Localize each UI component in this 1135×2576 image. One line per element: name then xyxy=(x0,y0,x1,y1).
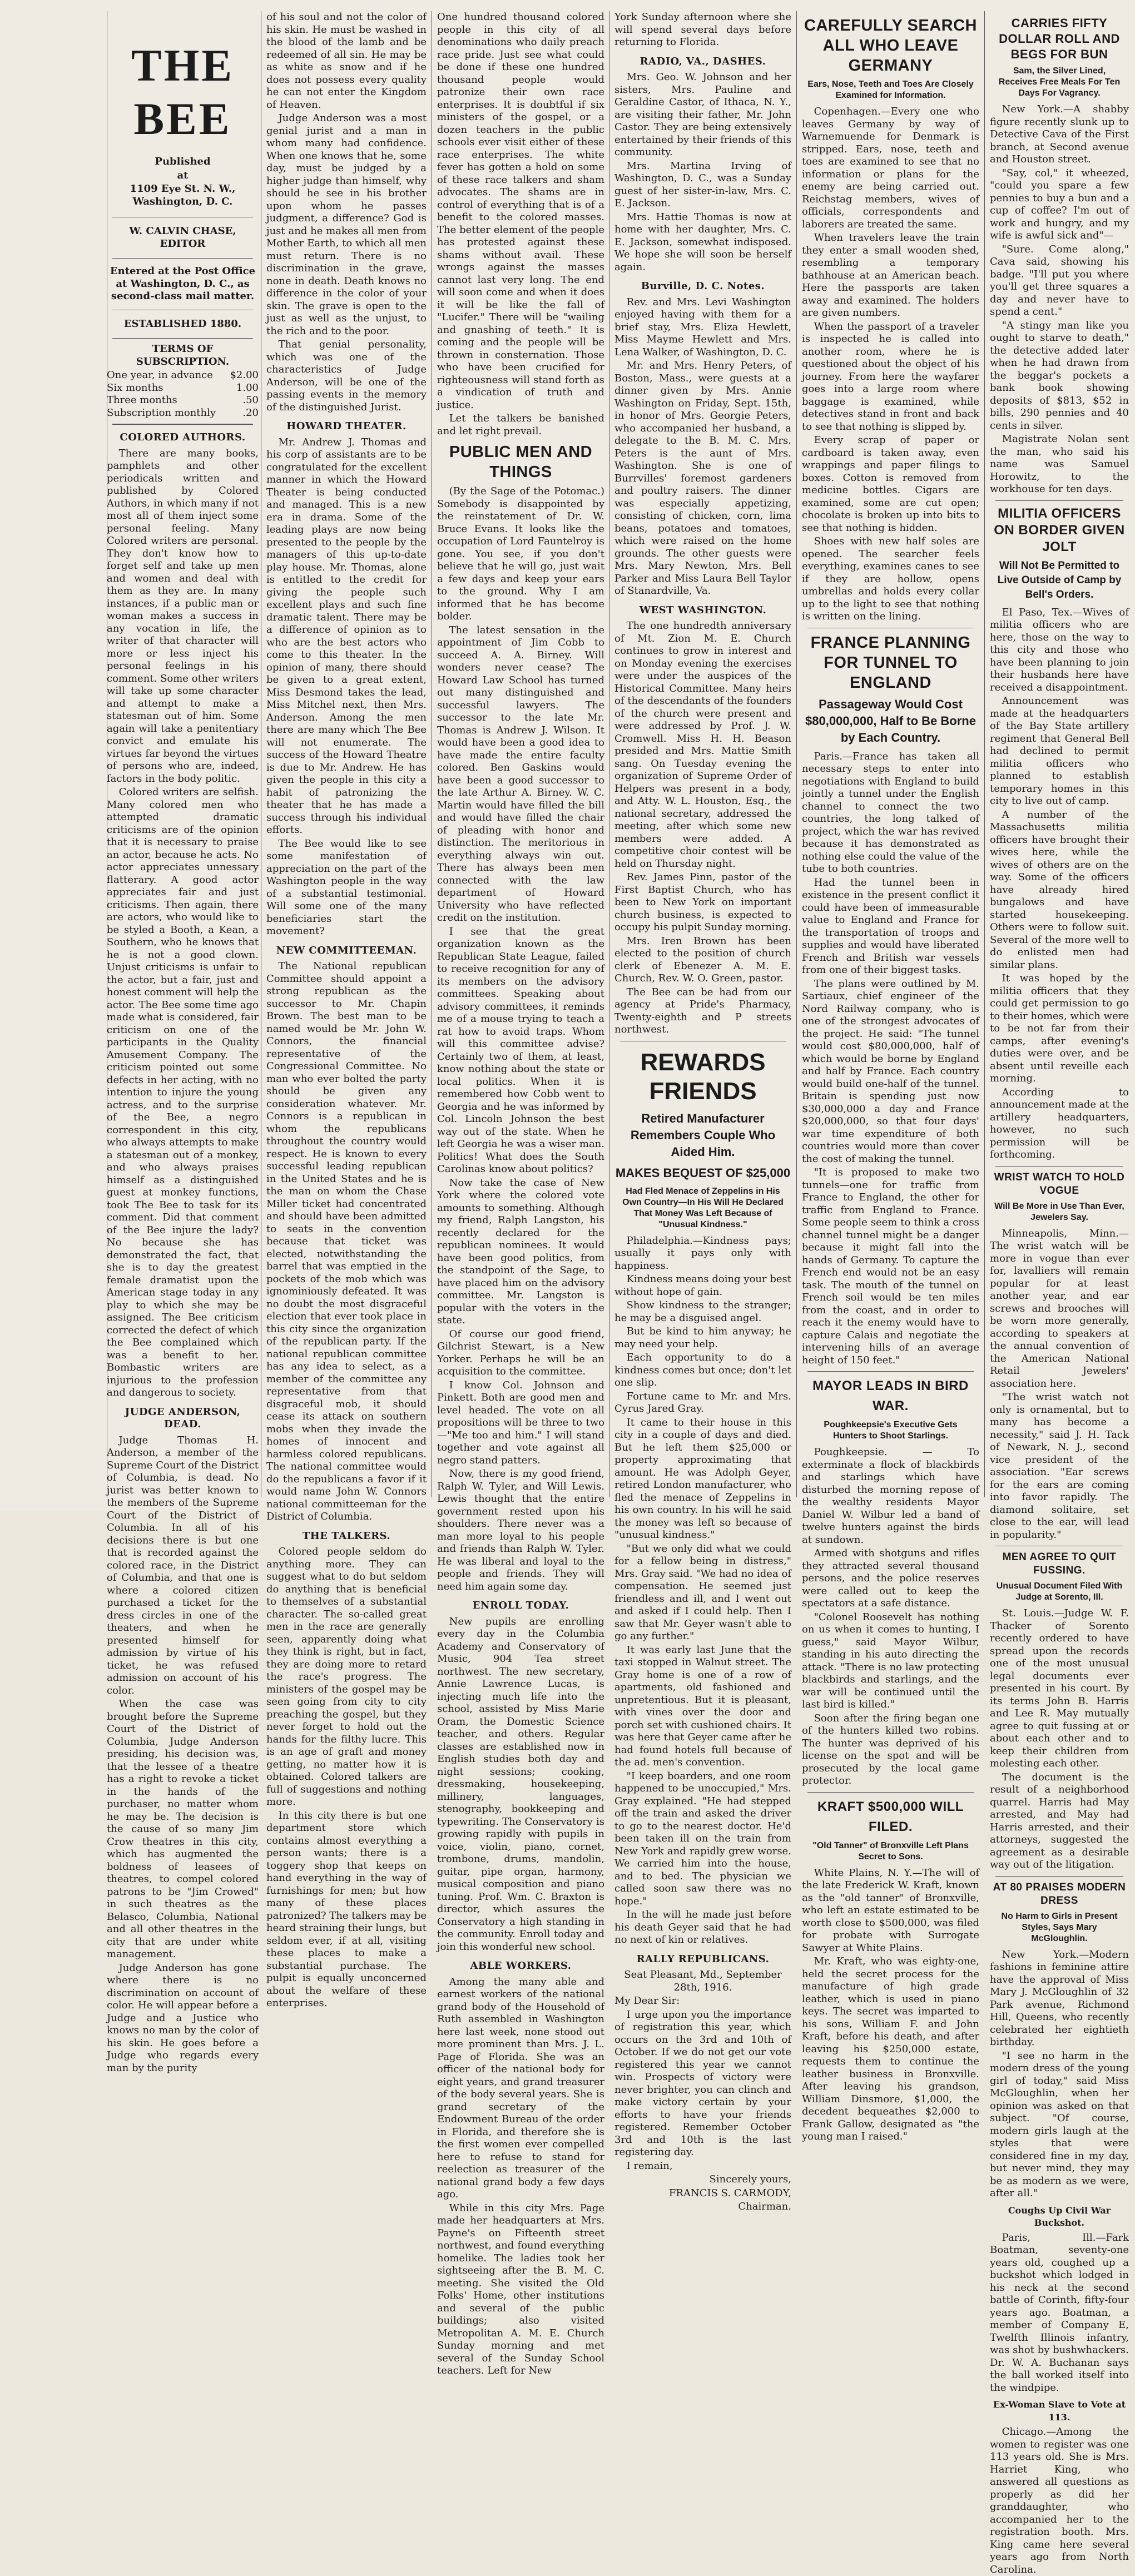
militia-deck: Will Not Be Permitted to Live Outside of Camp by Bell's Orders. xyxy=(997,559,1122,600)
rally-republicans-body xyxy=(614,2009,791,2159)
paragraph: New pupils are enrolling every day in the Columbia Academy and Conservatory of Music, 904 Tea street northwest. The new secretary, Annie Lawrence Lucas, is injecting much life into the school, assisted by Miss Marie Oram, the Domestic Science teacher, and others. Regular classes are established now in English studies both day and night sessions; cooking, dressmaking, housekeeping, millinery, languages, stenography, bookkeeping and typewriting. The Conservatory is growing rapidly with pupils in voice, violin, piano, cornet, trombone, drums, mandolin, guitar, pipe organ, harmony, musical composition and piano tuning. Prof. Wm. C. Braxton is director, which assures the Conservatory a high standing in the community. Enroll today and join this wonderful new school. xyxy=(437,1615,604,1953)
divider xyxy=(995,500,1123,501)
paragraph: Paris.—France has taken all necessary steps to enter into negotiations with England to build jointly a tunnel under the English channel to connect the two countries, the long talked of project, which the war has revived because it has demonstrated as nothing else could the value of the tube to both countries. xyxy=(802,750,979,875)
france-tunnel-heading: FRANCE PLANNING FOR TUNNEL TO ENGLAND xyxy=(810,633,971,692)
paragraph: Shoes with new half soles are opened. The searcher feels everything, examines canes to see if they are hollow, opens umbrellas and holds every collar up to the light to see that nothing is written on the lining. xyxy=(802,535,979,622)
germany-heading: CAREFULLY SEARCH ALL WHO LEAVE GERMANY xyxy=(804,17,977,75)
paragraph: Kindness means doing your best without hope of gain. xyxy=(614,1273,791,1298)
paragraph: The Bee can be had from our agency at Pride's Pharmacy, Twenty-eighth and P streets northwest. xyxy=(614,986,791,1035)
column-2 xyxy=(263,11,430,2009)
paragraph: It was hoped by the militia officers that they could get permission to go to their homes, which were to be not far from their camps, after evening's duties were over, and be absent until reveille each morning. xyxy=(990,972,1129,1084)
paragraph: Every scrap of paper or cardboard is taken away, even wrappings and paper filings to boxes. Cotton is removed from medicine bottles. Cigars are examined, some are cut open; chocolate is broken up into bits to see that nothing is hidden. xyxy=(802,434,979,534)
masthead-established: ESTABLISHED 1880. xyxy=(123,317,242,330)
burville-body xyxy=(614,296,791,598)
rally-place: Seat Pleasant, Md., September 28th, 1916. xyxy=(624,1969,782,1993)
column-6 xyxy=(987,11,1132,2575)
masthead-editor: W. CALVIN CHASE, EDITOR xyxy=(129,225,236,250)
paragraph: "I see no harm in the modern dress of the young girl of today," said Miss McGloughlin, when her opinion was asked on that subject. "Of course, modern girls laugh at the styles that were considered fine in my day, but never mind, they may be as modern as we were, after all." xyxy=(990,2049,1129,2199)
slave-vote-body xyxy=(990,2426,1129,2576)
paragraph: of his soul and not the color of his skin. He must be washed in the blood of the lamb and be redeemed of all sin. He may be as white as snow and if he does not possess every quality he can not enter the Kingdom of Heaven. xyxy=(266,11,427,111)
rewards-friends-deck-2: MAKES BEQUEST OF $25,000 xyxy=(615,1165,791,1180)
paragraph: Magistrate Nolan sent the man, who said his name was Samuel Horowitz, to the workhouse for ten days. xyxy=(990,433,1129,495)
rewards-friends-heading: REWARDS FRIENDS xyxy=(640,1048,766,1105)
paragraph: Each opportunity to do a kindness comes but once; don't let one slip. xyxy=(614,1352,791,1388)
paragraph: (By the Sage of the Potomac.) Somebody is disappointed by the reinstatement of Dr. W. Bruce Evans. It looks like the occupation of Lord Fauntelroy is gone. You see, if you don't believe that he will go, just wait a few days and keep your ears to the ground. Why I am informed that he has become bolder. xyxy=(437,485,604,622)
paragraph: According to announcement made at the artillery headquarters, however, no such permission will be forthcoming. xyxy=(990,1086,1129,1160)
colored-authors-body xyxy=(107,448,259,1399)
modern-dress-deck: No Harm to Girls in Present Styles, Says Mary McGloughlin. xyxy=(1001,1911,1118,1943)
public-men-heading: PUBLIC MEN AND THINGS xyxy=(449,443,593,481)
paragraph: Copenhagen.—Every one who leaves Germany by way of Warnemuende for Denmark is stripped. Ears, nose, teeth and toes are examined to see that no information or plans for the enemy are being carried out. Reichstag members, wives of officials, correspondents and laborers are treated the same. xyxy=(802,106,979,230)
wrist-watch-body xyxy=(990,1228,1129,1542)
terms-price: 1.00 xyxy=(236,381,259,394)
paragraph: "The wrist watch not only is ornamental, but to many has become a necessity," said J. H. Tack of Newark, N. J., second vice president of the association. "Ear screws for the ears are coming into favor rapidly. The diamond solitaire, set close to the ear, will lead in popularity." xyxy=(990,1391,1129,1541)
fifty-dollar-heading: CARRIES FIFTY DOLLAR ROLL AND BEGS FOR BUN xyxy=(999,16,1120,61)
west-washington-body xyxy=(614,620,791,1036)
new-committeeman-body xyxy=(266,960,427,1523)
masthead-published: Published xyxy=(155,156,211,167)
rally-sincerely: Sincerely yours, xyxy=(709,2173,791,2185)
quit-fussing-heading: MEN AGREE TO QUIT FUSSING. xyxy=(1002,1551,1117,1576)
paragraph: The latest sensation in the appointment of Jim Cobb to succeed A. A. Birney. Will wonders never cease? The Howard Law School has turned out many distinguished and successful lawyers. The successor to the late Mr. Thomas is Andrew J. Wilson. It would have been a good idea to have made the entire faculty colored. Ben Gaskins would have been a good successor to the late Arthur A. Birney. W. C. Martin would have filled the bill and would have filled the chair of pleading with honor and distinction. The meritorious in everything always win out. There has always been men connected with the law department of Howard University who have reflected credit on the institution. xyxy=(437,624,604,924)
paragraph: One hundred thousand colored people in this city of all denominations who daily preach race pride. Just see what could be done if these one hundred thousand people would patronize their own race enterprises. It is doubtful if six ministers of the gospel, or a dozen teachers in the public schools ever visit either of these race enterprises. The white fever has gotten a hold on some of these race talkers and sham advocates. The shams are in control of everything that is of a benefit to the colored masses. The better element of the people has protested against these shams without avail. These wrongs against the masses cannot last very long. The end will soon come and when it does it will be like the fall of "Lucifer." There will be "wailing and gnashing of teeth." It is coming and the people will be thrown in consternation. Those who have been crucified for righteousness will stand forth as a vindication of truth and justice. xyxy=(437,11,604,411)
terms-label: One year, in advance xyxy=(107,369,213,381)
column-1 xyxy=(103,11,262,2074)
paragraph: Had the tunnel been in existence in the present conflict it could have been of immeasurable value to England and France for the transportation of troops and supplies and would have liberated French and British war vessels from one of their biggest tasks. xyxy=(802,876,979,976)
judge-anderson-continued xyxy=(266,11,427,414)
terms-label: Three months xyxy=(107,394,177,406)
paragraph: Judge Thomas H. Anderson, a member of the Supreme Court of the District of Columbia, is dead. No jurist was better known to the members of the Supreme Court of the District of Columbia. In all of his decisions there is but one that is recorded against the colored race, in the District of Columbia, and that one is where a colored citizen purchased a ticket for the dress circles in one of the theaters, and when he presented himself for admission by virtue of his ticket, he was refused admission on account of his color. xyxy=(107,1434,259,1696)
militia-heading: MILITIA OFFICERS ON BORDER GIVEN JOLT xyxy=(994,505,1125,554)
rally-signature: FRANCIS S. CARMODY, xyxy=(668,2187,791,2199)
howard-theater-heading: HOWARD THEATER. xyxy=(286,420,407,432)
rally-salute: My Dear Sir: xyxy=(614,1995,680,2007)
paragraph: Mr. Andrew J. Thomas and his corp of assistants are to be congratulated for the excellent manner in which the Howard Theater is being conducted and managed. This is a new era in drama. Some of the leading plays are now being presented to the people by the managers of this up-to-date play house. Mr. Thomas, alone is entitled to the credit for giving the people such excellent plays and such fine dramatic talent. There may be a difference of opinion as to who are the best actors who come to this theater. In the opinion of many, there should be given to a great extent, Miss Desmond takes the lead, Miss Mitchel next, then Mrs. Anderson. Among the men there are many which The Bee will not enumerate. The success of the Howard Theatre is due to Mr. Andrew. He has given the people in this city a habit of patronizing the theater that he has made a success through his individual efforts. xyxy=(266,436,427,836)
rewards-friends-deck: Retired Manufacturer Remembers Couple Who Aided Him. xyxy=(630,1111,776,1159)
terms-title: TERMS OF SUBSCRIPTION. xyxy=(136,343,230,368)
able-workers-continued: York Sunday afternoon where she will spend several days before returning to Florida. xyxy=(614,11,791,48)
colored-authors-heading: COLORED AUTHORS. xyxy=(120,431,246,443)
mayor-bird-war-body xyxy=(802,1446,979,1788)
masthead-at: at xyxy=(177,169,189,181)
paragraph: It was early last June that the taxi stopped in Walnut street. The Gray home is one of a row of apartments, old fashioned and unpretentious. But it is pleasant, with vines over the door and porch set with cushioned chairs. It was here that Geyer came after he had found hotels full because of the ad. men's convention. xyxy=(614,1644,791,1768)
rewards-friends-deck-3: Had Fled Menace of Zeppelins in His Own Country—In His Will He Declared That Money Was Left Because of "Unusual Kindness." xyxy=(622,1186,784,1229)
paragraph: Paris, Ill.—Fark Boatman, seventy-one years old, coughed up a buckshot which lodged in his neck at the second battle of Corinth, fifty-four years ago. Boatman, a member of Company E, Twelfth Illinois infantry, was shot by bushwhackers. Dr. W. A. Buchanan says the ball worked itself into the windpipe. xyxy=(990,2231,1129,2394)
paragraph: Mr. Kraft, who was eighty-one, held the secret process for the manufacture of high grade leather, which is used in piano keys. The secret was imparted to his sons, William F. and John Kraft, before his death, and after leaving his $250,000 estate, requests them to continue the leather business in Bronxville. After leaving his grandson, William Dinsmore, $1,000, the decedent bequeathes $2,000 to Frank Gallow, designated as "the young man I raised." xyxy=(802,1955,979,2142)
slave-vote-heading: Ex-Woman Slave to Vote at 113. xyxy=(993,2399,1126,2423)
west-washington-heading: WEST WASHINGTON. xyxy=(639,604,767,616)
divider xyxy=(807,1371,974,1372)
terms-row xyxy=(107,369,259,382)
the-talkers-body xyxy=(266,1546,427,2010)
paragraph: The Bee would like to see some manifestation of appreciation on the part of the Washington people in the way of a substantial testimonial. Will some one of the many beneficiaries start the movement? xyxy=(266,837,427,937)
paragraph: Colored people seldom do anything more. They can suggest what to do but seldom do anything that is beneficial to themselves of a substantial character. The so-called great men in the race are generally seen, apparently doing what they think is right, but in fact, they are doing more to retard the race's progress. The ministers of the gospel may be seen going from city to city preaching the gospel, but they never forget to hold out the hands for the filthy lucre. This is an age of graft and money getting, no matter how it is obtained. Colored talkers are full of suggestions and nothing more. xyxy=(266,1546,427,1808)
rally-close: I remain, xyxy=(626,2160,673,2172)
column-3 xyxy=(434,11,608,2376)
paragraph: Show kindness to the stranger; he may be a disguised angel. xyxy=(614,1299,791,1324)
judge-anderson-body xyxy=(107,1435,259,2075)
paragraph: Philadelphia.—Kindness pays; usually it pays only with happiness. xyxy=(614,1234,791,1272)
divider xyxy=(112,338,253,339)
paragraph: El Paso, Tex.—Wives of militia officers who are here, those on the way to this city and those who have been planning to join their husbands here have received a disappointment. xyxy=(990,606,1129,693)
column-rule xyxy=(984,11,985,1497)
paragraph: Of course our good friend, Gilchrist Stewart, is a New Yorker. Perhaps he will be an acquisition to the committee. xyxy=(437,1328,604,1377)
paragraph: Fortune came to Mr. and Mrs. Cyrus Jared Gray. xyxy=(614,1390,791,1414)
paragraph: Judge Anderson has gone where there is no discrimination on account of color. He will appear before a Judge and a Justice who knows no man by the color of his skin. He goes before a Judge who regards every man by the purity xyxy=(107,1962,259,2074)
terms-price: .50 xyxy=(242,394,259,406)
terms-price: .20 xyxy=(242,406,259,419)
paragraph: White Plains, N. Y.—The will of the late Frederick W. Kraft, known as the "old tanner" of Bronxville, who left an estate estimated to be worth close to $500,000, was filed for probate with Surrogate Sawyer at White Plains. xyxy=(802,1867,979,1954)
burville-heading: Burville, D. C. Notes. xyxy=(641,280,765,292)
paragraph: It came to their house in this city in a couple of days and died. But he left them $25,000 or property approximating that amount. He was Adolph Geyer, retired London manufacturer, who fled the menace of Zeppelins in his own country. In his will he said the money was left so because of "unusual kindness." xyxy=(614,1416,791,1541)
paragraph: "It is proposed to make two tunnels—one for traffic from France to England, the other for traffic from England to France. Some people seem to think a cross channel tunnel might be a danger because it might fall into the hands of Germany. To capture the French end would not be an easy task. The mouth of the tunnel on French soil would be ten miles from the coast, and in order to reach it the enemy would have to capture Calais and negotiate the intervening hills of an average height of 150 feet." xyxy=(802,1167,979,1366)
paragraph: In this city there is but one department store which contains almost everything a person wants; there is a toggery shop that keeps on hand everything in the way of furnishings for men; but how many of these places patronized? The talkers may be heard straining their lungs, but seldom ever, if at all, visiting these places to make a substantial purchase. The pulpit is equally unconcerned about the welfare of these enterprises. xyxy=(266,1809,427,2009)
paragraph: A number of the Massachusetts militia officers have brought their wives here, while the wives of others are on the way. Some of the officers have already hired bungalows and have started housekeeping. Others were to follow suit. Several of the more well to do enlisted men had similar plans. xyxy=(990,808,1129,971)
radio-va-body xyxy=(614,71,791,274)
paragraph: In the will he made just before his death Geyer said that he had no next of kin or relatives. xyxy=(614,1909,791,1945)
terms-label: Six months xyxy=(107,381,163,394)
column-5 xyxy=(799,11,983,2142)
paragraph: Mrs. Martina Irving of Washington, D. C., was a Sunday guest of her sister-in-law, Mrs. C. E. Jackson. xyxy=(614,160,791,209)
paragraph: "Say, col," it wheezed, "could you spare a few pennies to buy a bun and a cup of coffee? I'm out of work and hungry, and my wife is awful sick and"— xyxy=(990,167,1129,241)
enroll-today-heading: ENROLL TODAY. xyxy=(472,1600,569,1611)
paragraph: Minneapolis, Minn.—The wrist watch will be more in vogue than ever for, lavalliers will remain popular for at least another year, and ear screws and brooches will be worn more generally, according to speakers at the annual convention of the American National Retail Jewelers' association here. xyxy=(990,1227,1129,1389)
paragraph: "I keep boarders, and one room happened to be unoccupied," Mrs. Gray explained. "He had stepped off the train and asked the driver to go to the nearest doctor. He'd been taken ill on the train from New York and rapidly grew worse. We carried him into the house, and to bed. The physician we called soon saw there was no hope." xyxy=(614,1770,791,1907)
divider xyxy=(807,1792,974,1793)
paragraph: "But we only did what we could for a fellow being in distress," Mrs. Gray said. "We had no idea of compensation. He seemed just friendless and ill, and I went out and asked if I could help. Then I saw that Mr. Geyer wasn't able to go any further." xyxy=(614,1542,791,1642)
paragraph: Mr. and Mrs. Henry Peters, of Boston, Mass., were guests at a dinner given by Mrs. Annie Washington on Friday, Sept. 15th, in honor of Mrs. Georgie Peters, who accompanied her husband, a delegate to the B. M. C. Mrs. Peters is the aunt of Mrs. Washington. She is one of Burrvilles' foremost gardeners and poultry raisers. The dinner was especially appetizing, consisting of chicken, corn, lima beans, potatoes and tomatoes, which were raised on the home grounds. The other guests were Mrs. Mary Newton, Mrs. Bell Parker and Miss Laura Bell Taylor of Stanardville, Va. xyxy=(614,360,791,597)
paragraph: Soon after the firing began one of the hunters killed two robins. The hunter was deprived of his license on the spot and will be prosecuted by the local game protector. xyxy=(802,1712,979,1786)
paragraph: While in this city Mrs. Page made her headquarters at Mrs. Payne's on Fifteenth street northwest, and found everything homelike. The ladies took her sightseeing after the B. M. C. meeting. She visited the Old Folks' Home, other institutions and several of the public buildings; also visited Metropolitan A. M. E. Church Sunday morning and met several of the Sunday School teachers. Left for New xyxy=(437,2202,604,2376)
paragraph: Mrs. Iren Brown has been elected to the position of church clerk of Ebenezer A. M. E. Church, Rev. W. O. Green, pastor. xyxy=(614,935,791,984)
able-workers-heading: ABLE WORKERS. xyxy=(470,1960,572,1972)
wrist-watch-deck: Will Be More in Use Than Ever, Jewelers Say. xyxy=(994,1201,1124,1222)
paragraph: "A stingy man like you ought to starve to death," the detective added later when he had drawn from the beggar's pockets a bank book showing deposits of $813, $52 in bills, 290 pennies and 40 cents in silver. xyxy=(990,319,1129,431)
paragraph: I urge upon you the importance of registration this year, which occurs on the 3rd and 10th of October. If we do not get our vote registered this year we cannot win. Prospects of victory were never brighter, you can clinch and make victory certain by your efforts to have your friends registered. Remember October 3rd and 10th is the last registering day. xyxy=(614,2008,791,2158)
paragraph: Mrs. Hattie Thomas is now at home with her daughter, Mrs. C. E. Jackson, somewhat indisposed. We hope she will soon be herself again. xyxy=(614,211,791,273)
kraft-will-heading: KRAFT $500,000 WILL FILED. xyxy=(817,1799,964,1834)
paragraph: When travelers leave the train they enter a small wooden shed, resembling a temporary bathhouse at an American beach. Here the passports are taken away and examined. The holders are given numbers. xyxy=(802,232,979,319)
terms-price: $2.00 xyxy=(230,369,259,381)
mayor-bird-war-deck: Poughkeepsie's Executive Gets Hunters to Shoot Starlings. xyxy=(824,1420,958,1441)
paragraph: That genial personality, which was one of the characteristics of Judge Anderson, will be one of the passing events in the memory of the distinguished Jurist. xyxy=(266,339,427,413)
howard-theater-body xyxy=(266,436,427,938)
paragraph: "Sure. Come along," Cava said, showing his badge. "I'll put you where you'll get three squares a day and never have to spend a cent." xyxy=(990,243,1129,317)
column-4 xyxy=(611,11,795,2212)
france-tunnel-body xyxy=(802,751,979,1367)
germany-body xyxy=(802,106,979,623)
terms-label: Subscription monthly xyxy=(107,406,216,419)
quit-fussing-deck: Unusual Document Filed With Judge at Sorento, Ill. xyxy=(996,1581,1123,1602)
fifty-dollar-body xyxy=(990,103,1129,496)
the-talkers-heading: THE TALKERS. xyxy=(302,1530,391,1542)
radio-va-heading: RADIO, VA., DASHES. xyxy=(640,55,766,67)
paragraph: Armed with shotguns and rifles they attracted several thousand persons, and the police reserves were called out to keep the spectators at a safe distance. xyxy=(802,1547,979,1609)
divider xyxy=(112,258,253,259)
paragraph: The National republican Committee should appoint a strong republican as the successor to Mr. Chapin Brown. The best man to be named would be Mr. John W. Connors, the financial representative of the Congressional Committee. No man who ever bolted the party should be given any consideration whatever. Mr. Connors is a republican in whom the republicans throughout the country would respect. He is known to every successful leading republican in the United States and he is the man on whom the Chase Miller ticket had concentrated and should have been admitted to seats in the convention because that ticket was elected, notwithstanding the barrel that was emptied in the pockets of the mob which was ignominiously defeated. It was no doubt the most disgraceful election that ever took place in this city since the organization of the republican party. If the national republican committee has any idea to select, as a member of the committee any representative from that disgraceful mob, it should cease its attack on southern mobs when they invade the homes of innocent and harmless colored republicans. The national committee would do the republicans a favor if it would name John W. Connors national committeeman for the District of Columbia. xyxy=(266,960,427,1522)
paragraph: I know Col. Johnson and Pinkett. Both are good men and level headed. The vote on all propositions will be three to two—"Me too and him." I will stand together and vote against all negro stand patters. xyxy=(437,1379,604,1466)
paragraph: New York.—Modern fashions in feminine attire have the approval of Miss Mary J. McGloughlin of 32 Park avenue, Richmond Hill, Queens, who recently celebrated her eightieth birthday. xyxy=(990,1948,1129,2048)
fifty-dollar-deck: Sam, the Silver Lined, Receives Free Meals For Ten Days For Vagrancy. xyxy=(998,66,1121,98)
kraft-will-deck: "Old Tanner" of Bronxville Left Plans Secret to Sons. xyxy=(812,1840,969,1862)
paragraph: Among the many able and earnest workers of the national grand body of the Household of Ruth assembled in Washington here last week, none stood out more prominent than Mrs. J. L. Page of Florida. She was an officer of the national body for eight years, and grand treasurer of the body several years. She is grand secretary of the Endowment Bureau of the order in Florida, and therefore she is the first women ever compelled here to refuse to stand for reelection as treasurer of the national grand body a few days ago. xyxy=(437,1976,604,2200)
paragraph: Colored writers are selfish. Many colored men who attempted dramatic criticisms are of the opinion that it is necessary to praise an actor, because he acts. No actor appreciates unnessary flatterary. A good actor appreciates fair and just criticisms. Then again, there are actors, who would like to be styled a Booth, a Kean, a Southern, who he knows that he is not a good clown. Unjust criticisms is unfair to the actor, but a fair, just and honest comment will help the actor. The Bee some time ago made what is considered, fair criticism on one of the participants in the Quality Amusement Company. The criticism pointed out some defects in her acting, with no intention to injure the young actress, and to the surprise of the Bee, a negro correspondent in this city, who always attempts to make a statesman out of a monkey, and who always praises himself as a distinguished guest at monkey functions, took The Bee to task for its comment. Did that comment of the Bee injure the lady? No because she has demonstrated the fact, that she is to day the greatest female dramatist upon the American stage today in any play to which she may be assigned. The Bee criticism corrected the defect of which the Bee complained which was a benefit to her. Bombastic writers are injurious to the profession and dangerous to society. xyxy=(107,786,259,1398)
enroll-today-body xyxy=(437,1616,604,1954)
paragraph: New York.—A shabby figure recently slunk up to Detective Cava of the First branch, at Second avenue and Houston street. xyxy=(990,103,1129,165)
divider xyxy=(995,1876,1123,1877)
paragraph: Rev. James Pinn, pastor of the First Baptist Church, who has been to New York on important church business, is expected to occupy his pulpit Sunday morning. xyxy=(614,871,791,933)
mayor-bird-war-heading: MAYOR LEADS IN BIRD WAR. xyxy=(812,1378,969,1413)
rally-republicans-heading: RALLY REPUBLICANS. xyxy=(636,1953,770,1965)
buckshot-heading: Coughs Up Civil War Buckshot. xyxy=(1008,2205,1111,2228)
modern-dress-body xyxy=(990,1949,1129,2200)
france-tunnel-deck: Passageway Would Cost $80,000,000, Half to Be Borne by Each Country. xyxy=(805,697,976,744)
divider xyxy=(112,424,253,425)
paragraph: I see that the great organization known as the Republican State League, failed to receive recognition for any of its members on the advisory committees. Speaking about advisory committees, it reminds me of a mouse trying to teach a rat how to avoid traps. Whom will this committee advise? Certainly two of them, at least, know nothing about the state or local politics. When it is remembered how Cobb went to Georgia and he was informed by Col. Lincoln Johnson the best way out of the state. When he left Georgia he was a wiser man. Politics! What does the South Carolinas know about politics? xyxy=(437,925,604,1175)
terms-row xyxy=(107,407,259,420)
terms-list xyxy=(107,369,259,419)
paragraph: The document is the result of a neighborhood quarrel. Harris had May arrested, and May had Harris arrested, and their attorneys, suggested the agreement as a desirable way out of the litigation. xyxy=(990,1771,1129,1870)
terms-row xyxy=(107,394,259,407)
paragraph: Now, there is my good friend, Ralph W. Tyler, and Will Lewis. Lewis thought that the entire government rested upon his shoulders. There never was a man more loyal to his people and friends than Ralph W. Tyler. He was liberal and loyal to the people and friends. They will need him again some day. xyxy=(437,1468,604,1592)
paragraph: Now take the case of New York where the colored vote amounts to something. Although my friend, Ralph Langston, his recently declared for the republican nominees. It would have been good politics, from the standpoint of the Sage, to have placed him on the advisory committee. Mr. Langston is popular with the voters in the state. xyxy=(437,1177,604,1326)
modern-dress-heading: AT 80 PRAISES MODERN DRESS xyxy=(993,1881,1126,1907)
paragraph: The plans were outlined by M. Sartiaux, chief engineer of the Nord Railway company, who is one of the strongest advocates of the project. He said: "The tunnel would cost $80,000,000, half of which would be borne by England and half by France. Each country would build one-half of the tunnel. Britain is spending just now $30,000,000 a day and France $20,000,000, so that four days' war time expenditure of both countries would more than cover the cost of making the tunnel. xyxy=(802,977,979,1165)
paragraph: There are many books, pamphlets and other periodicals written and published by Colored Authors, in which many if not most all of them inject some personal feeling. Many Colored writers are personal. They don't know how to forget self and take up men and women and deal with them as they are. In many instances, if a public man or woman makes a success in any vocation in life, the writer of that character will more or less inject his personal feelings in his comment. Some other writers will take up some character and attempt to make a statesman out of him. Some again will take a penitentiary convict and emulate his virtues far beyond the virtues of persons who are, indeed, factors in the body politic. xyxy=(107,447,259,785)
paragraph: The one hundredth anniversary of Mt. Zion M. E. Church continues to grow in interest and on Monday evening the exercises were under the auspices of the Historical Committee. Many heirs of the descendants of the founders of the church were present and were addressed by Prof. J. W. Cromwell. Miss H. H. Beason presided and Mrs. Mattie Smith sang. On Tuesday evening the organization of Supreme Order of Helpers was present in a body, and Atty. W. L. Houston, Esq., the national secretary, addressed the meeting, after which some new members were added. A competitive choir contest will be held on Thursday night. xyxy=(614,620,791,870)
buckshot-body xyxy=(990,2232,1129,2395)
paragraph: When the passport of a traveler is inspected he is called into another room, where he is questioned about the object of his journey. From here the wayfarer goes into a large room where baggage is examined, while detectives stand in front and back to see that nothing is slipped by. xyxy=(802,320,979,433)
paragraph: "Colonel Roosevelt has nothing on us when it comes to hunting, I guess," said Mayor Wilbur, standing in his auto directing the attack. "There is no law protecting blackbirds and starlings, and the war will be continued until the last bird is killed." xyxy=(802,1611,979,1710)
kraft-will-body xyxy=(802,1867,979,2143)
paragraph: Judge Anderson was a most genial jurist and a man in whom many had confidence. When one knows that he, some day, must be judged by a higher judge than himself, why should he see in his brother upon whom he passes judgment, a difference? God is just and he makes all men from Mother Earth, to which all men must return. There is no discrimination in the grave, none in death. Death knows no difference in the color of your skin. The grave is open to the just as well as the unjust, to the rich and to the poor. xyxy=(266,112,427,337)
able-workers-body xyxy=(437,1976,604,2378)
masthead-entered: Entered at the Post Office at Washington, D. C., as second-class mail matter. xyxy=(110,265,256,302)
militia-body xyxy=(990,607,1129,1162)
new-committeeman-heading: NEW COMMITTEEMAN. xyxy=(276,944,417,956)
paragraph: But be kind to him anyway; he may need your help. xyxy=(614,1326,791,1350)
paragraph: Chicago.—Among the women to register was one 113 years old. She is Mrs. Harriet King, who answered all questions as properly as did her granddaughter, who accompanied her to the registration booth. Mrs. King came here several years ago from North Carolina. xyxy=(990,2426,1129,2575)
public-men-body xyxy=(437,485,604,1593)
paragraph: When the case was brought before the Supreme Court of the District of Columbia, Judge Anderson presiding, his decision was, that the lessee of a theatre has a right to revoke a ticket in the hands of the purchaser, no matter whom he may be. The decision is the cause of so many Jim Crow theatres in this city, which has augmented the boldness of leasees of theatres, to compel colored patrons to be "Jim Crowed" in such theatres as the Belasco, Columbia, National and all other theatres in the city that are under white management. xyxy=(107,1698,259,1960)
terms-row xyxy=(107,382,259,395)
paragraph: Rev. and Mrs. Levi Washington enjoyed having with them for a brief stay, Mrs. Eliza Hewlett, Miss Mayme Hewlett and Mrs. Lena Walker, of Washington, D. C. xyxy=(614,296,791,358)
paragraph: Mrs. Geo. W. Johnson and her sisters, Mrs. Pauline and Geraldine Castor, of Ithaca, N. Y., are visiting their father, Mr. John Castor. They are being extensively entertained by their friends of this community. xyxy=(614,71,791,158)
wrist-watch-heading: WRIST WATCH TO HOLD VOGUE xyxy=(994,1171,1125,1197)
paragraph: Poughkeepsie. — To exterminate a flock of blackbirds and starlings which have disturbed the morning repose of the wealthy residents Mayor Daniel W. Wilbur led a band of twelve hunters against the birds at sundown. xyxy=(802,1446,979,1546)
masthead-title: THE BEE xyxy=(131,40,235,144)
paragraph: Let the talkers be banished and let right prevail. xyxy=(437,413,604,437)
rewards-friends-body xyxy=(614,1235,791,1947)
masthead-address: 1109 Eye St. N. W., Washington, D. C. xyxy=(130,183,236,207)
rally-role: Chairman. xyxy=(738,2201,791,2212)
column-rule xyxy=(796,11,797,1497)
the-talkers-continued xyxy=(437,11,604,438)
germany-deck: Ears, Nose, Teeth and Toes Are Closely Examined for Information. xyxy=(807,80,974,100)
paragraph: Announcement was made at the headquarters of the Bay State artillery regiment that General Bell had declined to permit militia officers who planned to establish temporary homes in this city to live out of camp. xyxy=(990,695,1129,807)
judge-anderson-heading: JUDGE ANDERSON, DEAD. xyxy=(125,1406,241,1430)
divider xyxy=(995,1166,1123,1167)
paragraph: St. Louis.—Judge W. F. Thacker of Sorento recently ordered to have spread upon the records one of the most unusual legal documents ever presented in his court. By its terms John B. Harris and Lee R. May mutually agree to quit fussing at or about each other and to keep their children from molesting each other. xyxy=(990,1607,1129,1769)
quit-fussing-body xyxy=(990,1607,1129,1872)
